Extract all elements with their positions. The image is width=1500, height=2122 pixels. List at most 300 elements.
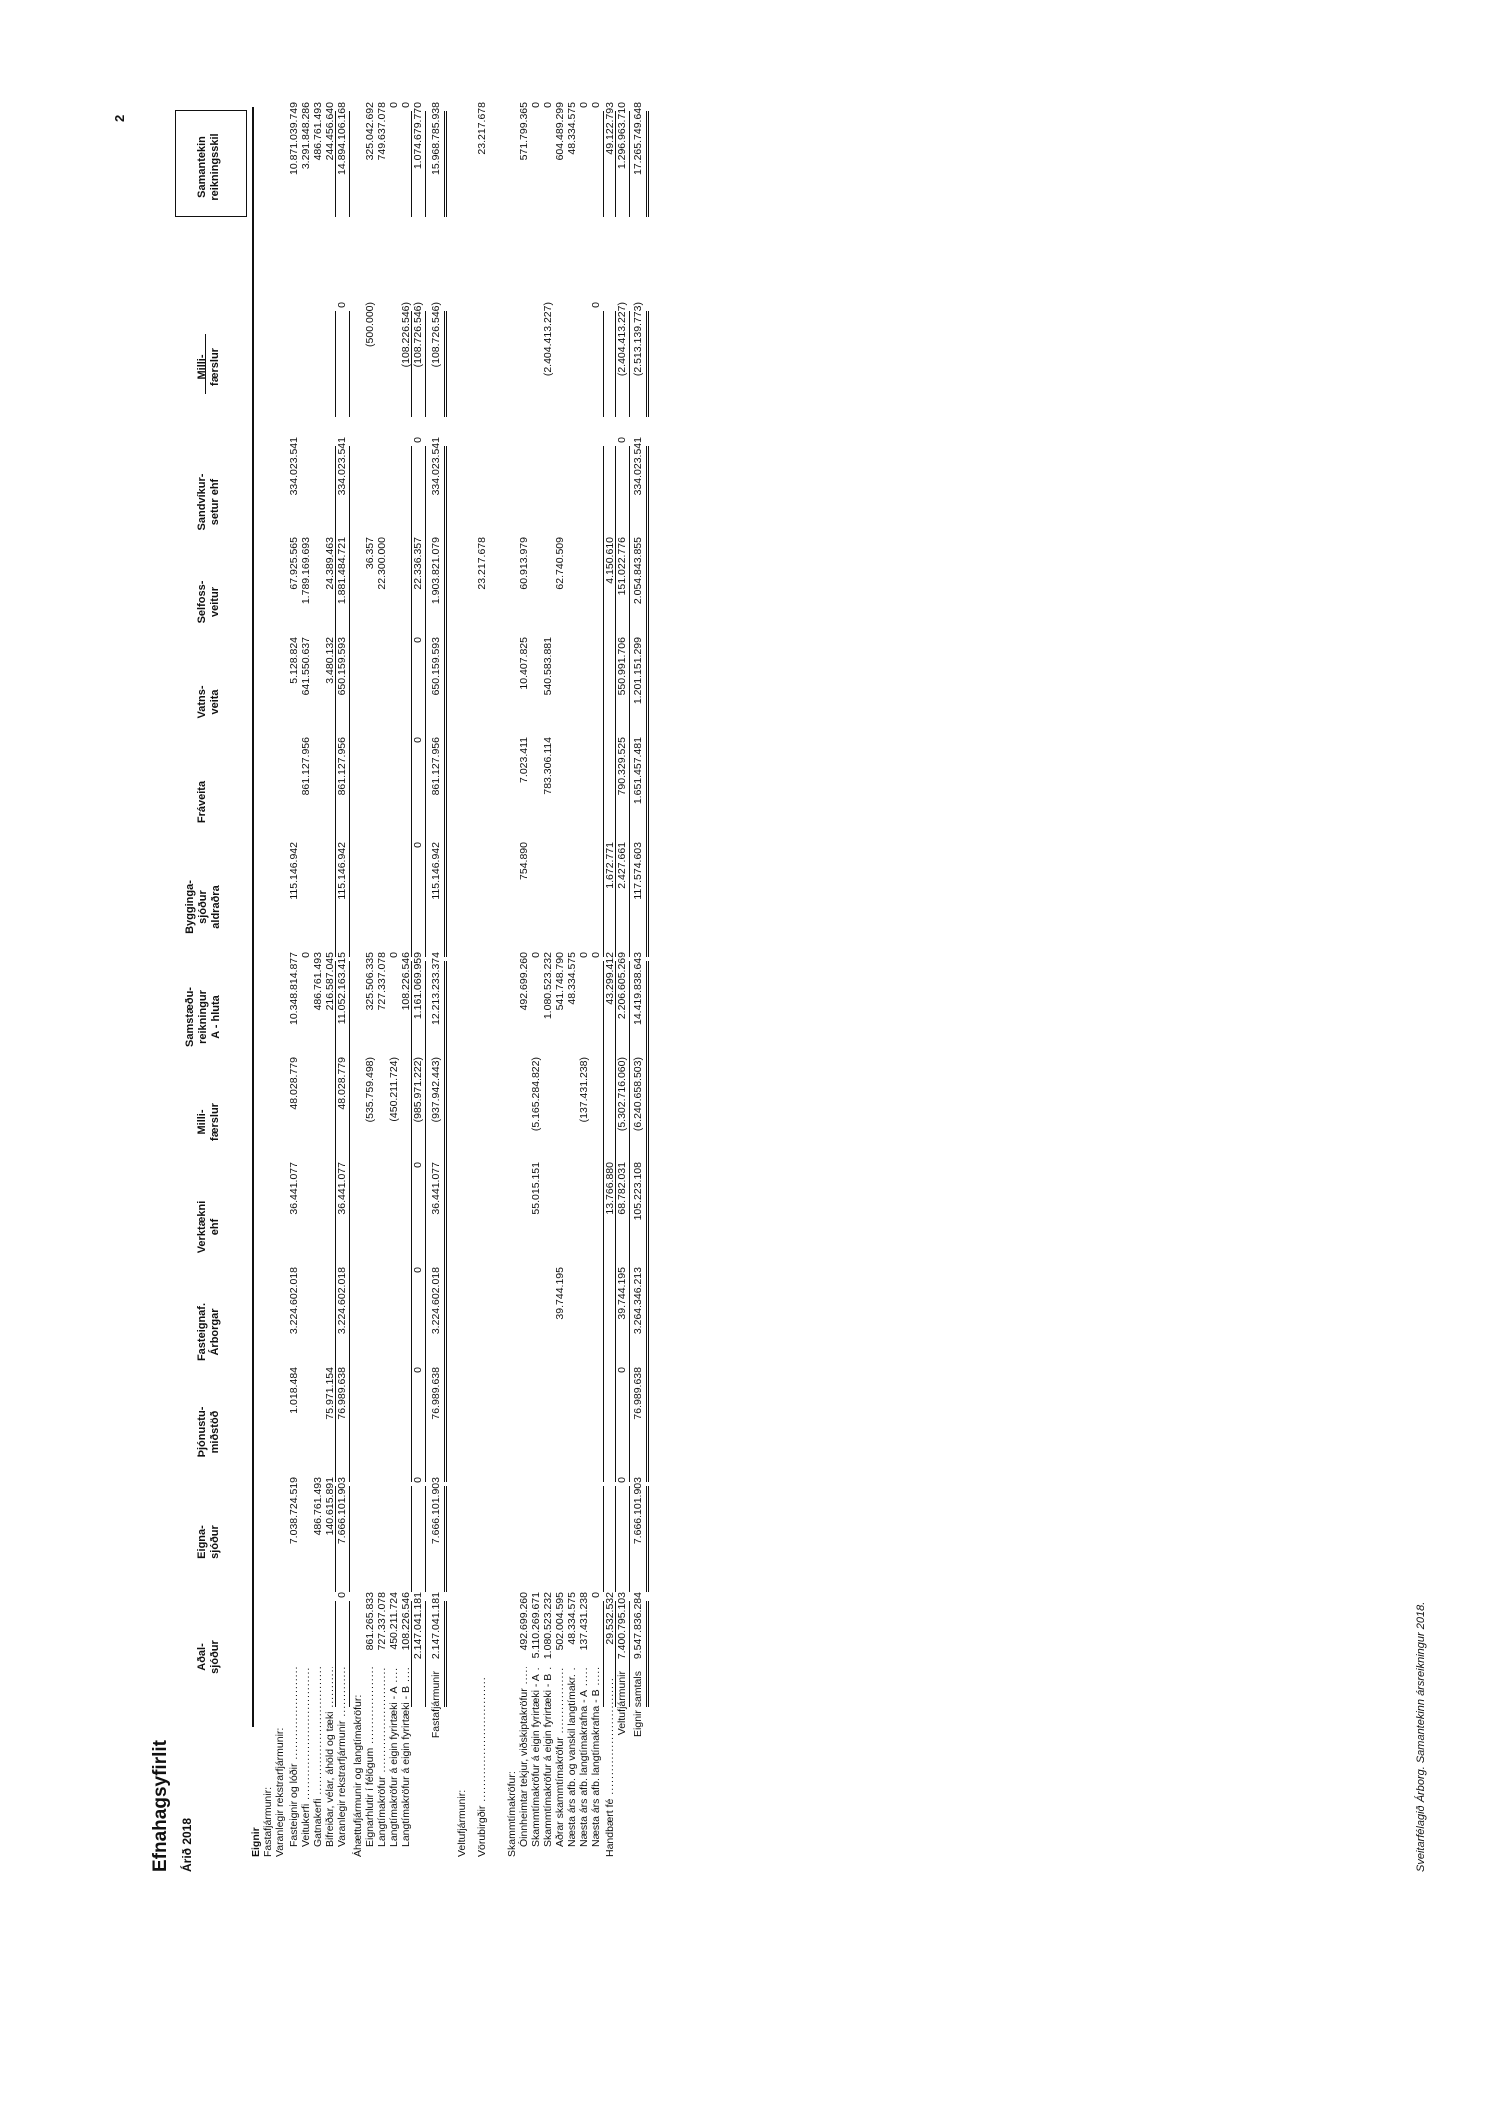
- table-cell: 0: [412, 1267, 424, 1273]
- sum-rule: [335, 1171, 336, 1277]
- table-cell: (2.513.139.773): [632, 302, 644, 377]
- table-cell: 43.299.412: [604, 952, 616, 1005]
- row-label: Fastafjármunir: [430, 1671, 442, 1739]
- sum-rule: [603, 746, 604, 852]
- sum-rule: [411, 1066, 412, 1172]
- table-cell: 1.672.771: [604, 842, 616, 889]
- table-row: [616, 0, 629, 2122]
- sum-rule: [411, 111, 412, 217]
- table-cell: 0: [616, 1477, 628, 1483]
- column-header-line: Milli-: [196, 1109, 208, 1135]
- table-cell: (108.726.546): [412, 302, 424, 368]
- table-cell: 216.587.045: [324, 952, 336, 1011]
- row-label: Veitukerfi .....: [300, 1667, 313, 1847]
- table-cell: 861.265.833: [364, 1592, 376, 1651]
- table-cell: 115.146.942: [336, 842, 348, 900]
- row-label: Veltufjármunir: [616, 1671, 628, 1736]
- table-cell: 67.925.565: [288, 537, 300, 590]
- column-header-line: Þjónustu-: [196, 1406, 208, 1458]
- column-header-line: Vatns-: [196, 685, 208, 719]
- sum-rule: [615, 961, 616, 1067]
- sum-rule: [646, 1486, 649, 1592]
- table-cell: 650.159.593: [430, 637, 442, 696]
- sum-rule: [335, 1376, 336, 1482]
- table-row: [456, 0, 469, 2122]
- page-subtitle: Árið 2018: [180, 1817, 194, 1872]
- table-cell: 0: [542, 102, 554, 108]
- table-cell: 1.018.484: [288, 1367, 300, 1414]
- sum-rule: [349, 851, 350, 957]
- sum-rule: [444, 1601, 447, 1707]
- table-cell: (5.302.716.060): [616, 1057, 628, 1132]
- table-cell: 1.651.457.481: [632, 737, 644, 805]
- sum-rule: [629, 111, 630, 217]
- row-label: Næsta árs afb. langtímakrafna - B .....: [590, 1667, 603, 1847]
- table-cell: 1.161.069.959: [412, 952, 424, 1020]
- table-cell: 36.441.077: [336, 1162, 348, 1215]
- table-cell: 140.615.891: [324, 1477, 336, 1536]
- sum-rule: [615, 746, 616, 852]
- table-cell: 1.789.169.693: [300, 537, 312, 605]
- table-row: [274, 0, 287, 2122]
- table-cell: 604.489.299: [554, 102, 566, 161]
- sum-rule: [411, 1276, 412, 1382]
- sum-rule: [603, 1066, 604, 1172]
- table-cell: 486.761.493: [312, 102, 324, 161]
- column-header-line: Samstæðu-: [184, 987, 196, 1047]
- table-cell: 7.038.724.519: [288, 1477, 300, 1545]
- column-header-line: færslur: [209, 1103, 221, 1141]
- column-header: [196, 292, 222, 442]
- sum-rule: [335, 311, 336, 417]
- table-cell: 17.265.749.648: [632, 102, 644, 175]
- table-row: [412, 0, 425, 2122]
- table-cell: 1.881.484.721: [336, 537, 348, 605]
- sum-rule: [335, 111, 336, 217]
- table-cell: 7.666.101.903: [336, 1477, 348, 1545]
- column-header-line: Milli-: [196, 354, 208, 380]
- table-cell: 62.740.509: [554, 537, 566, 590]
- sum-rule: [349, 311, 350, 417]
- table-cell: 1.080.523.232: [542, 952, 554, 1020]
- table-cell: (535.759.498): [364, 1057, 376, 1123]
- table-cell: (2.404.413.227): [616, 302, 628, 377]
- table-cell: 0: [336, 1592, 348, 1598]
- column-header-line: A - hluta: [210, 995, 222, 1039]
- table-cell: 727.337.078: [376, 952, 388, 1011]
- table-row: [590, 0, 603, 2122]
- row-label: Óinnheimtar tekjur, viðskiptakröfur .....: [518, 1667, 531, 1847]
- table-cell: 0: [590, 1592, 602, 1598]
- column-header-line: Selfoss-: [196, 580, 208, 624]
- table-cell: 0: [412, 637, 424, 643]
- sum-rule: [646, 446, 649, 552]
- table-cell: 39.744.195: [616, 1267, 628, 1320]
- column-header-line: Sandvíkur-: [196, 473, 208, 531]
- sum-rule: [629, 1276, 630, 1382]
- sum-rule: [603, 446, 604, 552]
- sum-rule: [615, 446, 616, 552]
- table-cell: 60.913.979: [518, 537, 530, 590]
- table-cell: 3.224.602.018: [288, 1267, 300, 1335]
- column-header-line: miðstöð: [209, 1410, 221, 1454]
- table-cell: (500.000): [364, 302, 376, 347]
- table-cell: 0: [336, 302, 348, 308]
- table-cell: 0: [412, 437, 424, 443]
- table-cell: 5.110.269.671: [530, 1592, 542, 1659]
- table-cell: 325.506.335: [364, 952, 376, 1011]
- table-cell: 1.074.679.770: [412, 102, 424, 170]
- table-cell: 10.871.039.749: [288, 102, 300, 175]
- column-header-line: ehf: [209, 1218, 221, 1236]
- sum-rule: [444, 1171, 447, 1277]
- sum-rule: [646, 646, 649, 752]
- table-cell: 36.441.077: [430, 1162, 442, 1215]
- sum-rule: [349, 1066, 350, 1172]
- sum-rule: [349, 746, 350, 852]
- table-cell: 334.023.541: [430, 437, 442, 496]
- table-cell: 1.201.151.299: [632, 637, 644, 705]
- table-cell: 790.329.525: [616, 737, 628, 796]
- row-label: Skammtímakröfur á eigin fyrirtæki - A .....: [530, 1667, 543, 1847]
- table-cell: 5.128.824: [288, 637, 300, 684]
- table-cell: 2.206.605.269: [616, 952, 628, 1020]
- sum-rule: [444, 311, 447, 417]
- table-row: [476, 0, 489, 2122]
- sum-rule: [425, 546, 426, 652]
- sum-rule: [629, 1486, 630, 1592]
- sum-rule: [603, 311, 604, 417]
- table-cell: 2.147.041.181: [412, 1592, 424, 1660]
- sum-rule: [335, 546, 336, 652]
- table-cell: 1.296.963.710: [616, 102, 628, 170]
- table-row: [430, 0, 443, 2122]
- table-cell: (5.165.284.822): [530, 1057, 542, 1132]
- column-header: [196, 92, 222, 242]
- page-title: Efnahagsyfirlit: [150, 1740, 171, 1872]
- table-cell: 48.334.575: [566, 952, 578, 1005]
- table-cell: 10.407.825: [518, 637, 530, 690]
- sum-rule: [411, 851, 412, 957]
- sum-rule: [615, 646, 616, 752]
- column-header-line: Samantekin: [196, 136, 208, 198]
- table-cell: 0: [412, 1367, 424, 1373]
- table-cell: 14.419.838.643: [632, 952, 644, 1025]
- sum-rule: [444, 851, 447, 957]
- sum-rule: [425, 1486, 426, 1592]
- table-cell: 48.028.779: [288, 1057, 300, 1110]
- sum-rule: [646, 546, 649, 652]
- sum-rule: [603, 1601, 604, 1707]
- column-header-line: Fasteignaf.: [196, 1302, 208, 1362]
- column-header: [196, 427, 222, 577]
- table-cell: 108.226.546: [400, 1592, 412, 1651]
- table-cell: 39.744.195: [554, 1267, 566, 1320]
- table-cell: 105.223.108: [632, 1162, 644, 1221]
- table-row: [336, 0, 349, 2122]
- table-cell: 540.583.881: [542, 637, 554, 696]
- table-cell: 502.004.595: [554, 1592, 566, 1651]
- sum-rule: [615, 1066, 616, 1172]
- sum-rule: [425, 1376, 426, 1482]
- sum-rule: [335, 646, 336, 752]
- sum-rule: [603, 111, 604, 217]
- column-header-line: Árborgar: [209, 1308, 221, 1356]
- sum-rule: [615, 1376, 616, 1482]
- table-cell: 0: [616, 437, 628, 443]
- sum-rule: [603, 1486, 604, 1592]
- sum-rule: [603, 1376, 604, 1482]
- column-header-line: reikningsskil: [209, 133, 221, 201]
- table-cell: 0: [388, 102, 400, 108]
- table-cell: 2.147.041.181: [430, 1592, 442, 1660]
- page-number: 2: [112, 114, 127, 122]
- table-cell: 7.400.795.103: [616, 1592, 628, 1660]
- sum-rule: [615, 311, 616, 417]
- table-cell: (6.240.658.503): [632, 1057, 644, 1132]
- column-header-line: Verktækni: [196, 1200, 208, 1254]
- table-cell: 3.264.346.213: [632, 1267, 644, 1335]
- row-label: Langtímakröfur á eigin fyrirtæki - A .....: [388, 1667, 401, 1847]
- sum-rule: [603, 1276, 604, 1382]
- column-header-line: Eigna-: [196, 1525, 208, 1559]
- table-cell: 486.761.493: [312, 1477, 324, 1536]
- table-cell: 22.336.357: [412, 537, 424, 590]
- table-cell: 727.337.078: [376, 1592, 388, 1651]
- sum-rule: [444, 1276, 447, 1382]
- table-cell: 68.782.031: [616, 1162, 628, 1215]
- sum-rule: [629, 546, 630, 652]
- sum-rule: [411, 1376, 412, 1482]
- table-cell: 29.532.532: [604, 1592, 616, 1645]
- table-cell: 115.146.942: [430, 842, 442, 900]
- row-label: Handbært fé .....: [604, 1677, 617, 1857]
- row-label: Vörubirgðir .....: [476, 1677, 489, 1857]
- row-label: Eignir: [250, 1827, 262, 1857]
- sum-rule: [425, 961, 426, 1067]
- sum-rule: [629, 851, 630, 957]
- table-cell: 0: [590, 952, 602, 958]
- sum-rule: [425, 1171, 426, 1277]
- table-cell: 7.023.411: [518, 737, 530, 783]
- row-label: Bifreiðar, vélar, áhöld og tæki .....: [324, 1667, 337, 1847]
- sum-rule: [411, 311, 412, 417]
- table-cell: 492.699.260: [518, 952, 530, 1011]
- sum-rule: [444, 1376, 447, 1482]
- table-cell: 486.761.493: [312, 952, 324, 1011]
- sum-rule: [349, 546, 350, 652]
- page-footer: Sveitarfélagið Árborg. Samantekinn ársreikningur 2018.: [1415, 1601, 1427, 1872]
- sum-rule: [335, 1601, 336, 1707]
- table-cell: 24.389.463: [324, 537, 336, 590]
- column-header-line: færslur: [209, 348, 221, 386]
- sum-rule: [425, 1276, 426, 1382]
- sum-rule: [425, 446, 426, 552]
- sum-rule: [411, 961, 412, 1067]
- table-cell: 541.748.790: [554, 952, 566, 1011]
- table-cell: 10.348.814.877: [288, 952, 300, 1025]
- sum-rule: [646, 111, 649, 217]
- sum-rule: [646, 961, 649, 1067]
- table-cell: 0: [412, 737, 424, 743]
- row-label: Næsta árs afb. og vanskil langtímakr. .....: [566, 1667, 579, 1847]
- table-cell: 11.052.163.415: [336, 952, 348, 1025]
- row-label: Aðrar skammtímakröfur .....: [554, 1667, 567, 1847]
- sum-rule: [335, 446, 336, 552]
- table-cell: (985.971.222): [412, 1057, 424, 1123]
- table-cell: 23.217.678: [476, 537, 488, 590]
- sum-rule: [425, 646, 426, 752]
- table-cell: 48.334.575: [566, 102, 578, 155]
- row-label: Varanlegir rekstrarfjármunir:: [274, 1727, 286, 1857]
- sum-rule: [603, 961, 604, 1067]
- table-cell: 55.015.151: [530, 1162, 542, 1215]
- sum-rule: [335, 851, 336, 957]
- table-cell: 334.023.541: [632, 437, 644, 496]
- table-cell: 36.441.077: [288, 1162, 300, 1215]
- sum-rule: [646, 1276, 649, 1382]
- sum-rule: [335, 1486, 336, 1592]
- table-cell: 861.127.956: [300, 737, 312, 796]
- sum-rule: [335, 961, 336, 1067]
- sum-rule: [349, 1276, 350, 1382]
- row-label: Fasteignir og lóðir .....: [288, 1667, 301, 1847]
- sum-rule: [411, 446, 412, 552]
- table-cell: (137.431.238): [578, 1057, 590, 1123]
- column-header-line: Bygginga-: [184, 880, 196, 934]
- table-cell: 0: [412, 1162, 424, 1168]
- sum-rule: [349, 1376, 350, 1482]
- column-header-line: sjóður: [197, 890, 209, 924]
- column-header-line: aldraðra: [210, 885, 222, 929]
- table-row: [632, 0, 645, 2122]
- table-cell: 492.699.260: [518, 1592, 530, 1651]
- table-cell: 12.213.233.374: [430, 952, 442, 1025]
- sum-rule: [646, 1066, 649, 1172]
- row-label: Eignir samtals: [632, 1671, 644, 1737]
- table-cell: 23.217.678: [476, 102, 488, 155]
- sum-rule: [646, 1171, 649, 1277]
- sum-rule: [646, 1601, 649, 1707]
- table-cell: 754.890: [518, 842, 530, 880]
- sum-rule: [615, 111, 616, 217]
- row-label: Langtímakröfur .....: [376, 1667, 389, 1847]
- sum-rule: [335, 746, 336, 852]
- sum-rule: [629, 1066, 630, 1172]
- sum-rule: [629, 1601, 630, 1707]
- column-header-line: veitur: [209, 587, 221, 617]
- sum-rule: [615, 1276, 616, 1382]
- column-header-line: sjóður: [209, 1525, 221, 1559]
- sum-rule: [349, 646, 350, 752]
- row-label: Næsta árs afb. langtímakrafna - A .....: [578, 1667, 591, 1847]
- table-cell: (108.726.546): [430, 302, 442, 368]
- row-label: Gatnakerfi .....: [312, 1667, 325, 1847]
- table-cell: (2.404.413.227): [542, 302, 554, 377]
- table-cell: 36.357: [364, 537, 376, 570]
- sum-rule: [349, 1486, 350, 1592]
- sum-rule: [335, 1276, 336, 1382]
- table-cell: 749.637.078: [376, 102, 388, 161]
- table-cell: 4.150.610: [604, 537, 616, 584]
- row-label: Skammtímakröfur:: [506, 1771, 518, 1857]
- column-header-line: veita: [209, 689, 221, 715]
- sum-rule: [411, 1601, 412, 1707]
- sum-rule: [603, 646, 604, 752]
- sum-rule: [425, 111, 426, 217]
- sum-rule: [646, 311, 649, 417]
- table-cell: 450.211.724: [388, 1592, 400, 1650]
- table-cell: 0: [400, 102, 412, 108]
- sum-rule: [425, 1601, 426, 1707]
- table-cell: 151.022.776: [616, 537, 628, 596]
- row-label: Varanlegir rekstrarfjármunir .....: [336, 1667, 349, 1847]
- table-cell: 2.054.843.855: [632, 537, 644, 605]
- row-label: Eignarhlutir í félögum .....: [364, 1667, 377, 1847]
- table-cell: 0: [388, 952, 400, 958]
- table-cell: 49.122.793: [604, 102, 616, 155]
- table-cell: 75.971.154: [324, 1367, 336, 1420]
- sum-rule: [629, 961, 630, 1067]
- sum-rule: [425, 1066, 426, 1172]
- table-cell: 1.080.523.232: [542, 1592, 554, 1660]
- column-header-line: sjóður: [209, 1640, 221, 1674]
- row-label: Fastafjármunir:: [262, 1786, 274, 1857]
- sum-rule: [615, 546, 616, 652]
- sum-rule: [603, 1171, 604, 1277]
- sum-rule: [444, 646, 447, 752]
- sum-rule: [629, 311, 630, 417]
- sum-rule: [411, 646, 412, 752]
- sum-rule: [444, 546, 447, 652]
- sum-rule: [335, 1066, 336, 1172]
- sum-rule: [349, 446, 350, 552]
- sum-rule: [629, 646, 630, 752]
- table-cell: 3.291.848.286: [300, 102, 312, 170]
- row-label: Skammtímakröfur á eigin fyrirtæki - B .....: [542, 1667, 555, 1847]
- sum-rule: [444, 1066, 447, 1172]
- table-cell: 641.550.637: [300, 637, 312, 696]
- table-cell: 0: [578, 952, 590, 958]
- table-cell: 2.427.661: [616, 842, 628, 889]
- sum-rule: [349, 1171, 350, 1277]
- sum-rule: [629, 1171, 630, 1277]
- table-cell: 334.023.541: [336, 437, 348, 496]
- table-cell: 0: [412, 1477, 424, 1483]
- sum-rule: [603, 546, 604, 652]
- sum-rule: [629, 746, 630, 852]
- sum-rule: [425, 311, 426, 417]
- sum-rule: [411, 1171, 412, 1277]
- sum-rule: [349, 111, 350, 217]
- sum-rule: [629, 1376, 630, 1482]
- table-cell: 137.431.238: [578, 1592, 590, 1651]
- table-cell: 0: [530, 952, 542, 958]
- column-header-line: Fráveita: [196, 780, 208, 824]
- column-header-line: reikningur: [197, 990, 209, 1044]
- table-cell: 14.894.106.168: [336, 102, 348, 175]
- table-cell: 48.028.779: [336, 1057, 348, 1110]
- table-cell: 3.480.132: [324, 637, 336, 684]
- sum-rule: [411, 1486, 412, 1592]
- table-cell: (108.226.546): [400, 302, 412, 368]
- table-cell: 0: [578, 102, 590, 108]
- table-cell: 861.127.956: [336, 737, 348, 796]
- table-cell: 76.989.638: [336, 1367, 348, 1420]
- row-label: Áhættufjármunir og langtímakröfur:: [352, 1694, 364, 1857]
- table-cell: 0: [300, 952, 312, 958]
- table-cell: 334.023.541: [288, 437, 300, 496]
